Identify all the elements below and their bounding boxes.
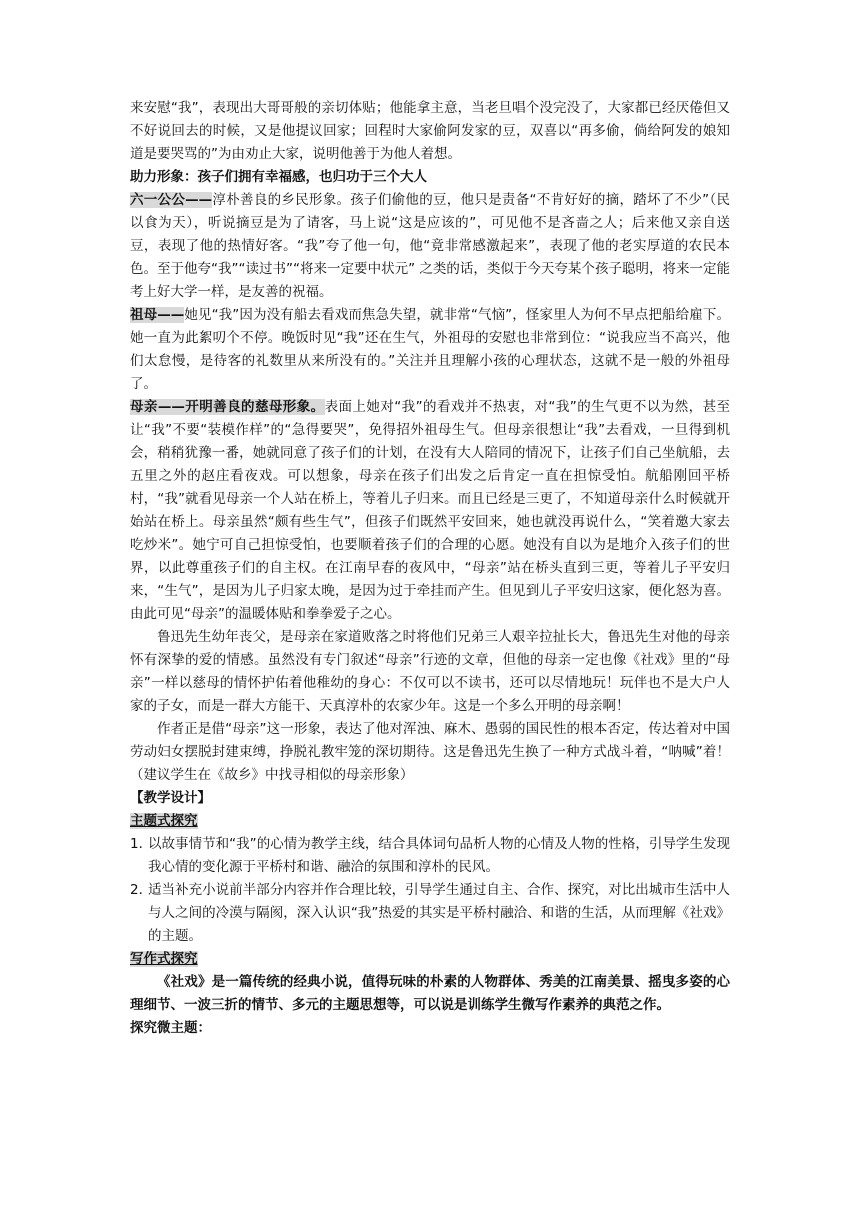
list-item-text: 适当补充小说前半部分内容并作合理比较，引导学生通过自主、合作、探究，对比出城市生活中人与人之间的冷漠与隔阂，深入认识“我”热爱的其实是平桥村融洽、和谐的生活，从而理解《社戏》的主题。	[148, 882, 730, 944]
document-page	[130, 97, 744, 1040]
text-liuyi: 淳朴善良的乡民形象。孩子们偷他的豆，他只是责备“不肯好好的摘，踏坏了不少”（民以食为天），听说摘豆是为了请客，马上说“这是应该的”，可见他不是吝啬之人；后来他又亲自送豆，表现了他的热情好客。“我”夸了他一句，他“竟非常感激起来”，表现了他的老实厚道的农民本色。至于他夸“我”“读过书”“将来一定要中状元” 之类的话，类似于今天夸某个孩子聪明，将来一定能考上好大学一样，是友善的祝福。	[130, 192, 730, 300]
list-item-number: 1．	[130, 836, 153, 852]
label-liuyi: 六一公公——	[130, 192, 213, 208]
heading-helper-images: 助力形象：孩子们拥有幸福感，也归功于三个大人	[130, 169, 427, 185]
paragraph-writing: 《社戏》是一篇传统的经典小说，值得玩味的朴素的人物群体、秀美的江南美景、摇曳多姿的心理细节、一波三折的情节、多元的主题思想等，可以说是训练学生微写作素养的典范之作。	[130, 974, 730, 1013]
list-item	[130, 833, 730, 879]
heading-theme-inquiry	[130, 810, 730, 833]
heading-micro-theme: 探究微主题：	[130, 1020, 211, 1036]
label-muqin: 母亲——开明善良的慈母形象。	[130, 399, 325, 415]
paragraph-shuangxi: 来安慰“我”，表现出大哥哥般的亲切体贴；他能拿主意，当老旦唱个没完没了，大家都已经厌倦但又不好说回去的时候，又是他提议回家；回程时大家偷阿发家的豆，双喜以“再多偷，倘给阿发的娘知道是要哭骂的”为由劝止大家，说明他善于为他人着想。	[130, 100, 730, 162]
list-item-text: 以故事情节和“我”的心情为教学主线，结合具体词句品析人物的心情及人物的性格，引导学生发现我心情的变化源于平桥村和谐、融洽的氛围和淳朴的民风。	[148, 836, 730, 875]
paragraph-author: 作者正是借“母亲”这一形象，表达了他对浑浊、麻木、愚弱的国民性的根本否定，传达着对中国劳动妇女摆脱封建束缚，挣脱礼教牢笼的深切期待。这是鲁迅先生换了一种方式战斗着，“呐喊”着！ （建议学生在《故乡》中找寻相似的母亲形象）	[130, 721, 744, 783]
text-muqin: 表面上她对“我”的看戏并不热衷，对“我”的生气更不以为然，甚至让“我”不要“装模作样”的“急得要哭”，免得招外祖母生气。但母亲很想让“我”去看戏，一旦得到机会，稍稍犹豫一番，她就同意了孩子们的计划，在没有大人陪同的情况下，让孩子们自己坐航船，去五里之外的赵庄看夜戏。可以想象，母亲在孩子们出发之后肯定一直在担惊受怕。航船刚回平桥村，“我”就看见母亲一个人站在桥上，等着儿子归来。而且已经是三更了，不知道母亲什么时候就开始站在桥上。母亲虽然“颇有些生气”，但孩子们既然平安回来，她也就没再说什么，“笑着邀大家去吃炒米”。她宁可自己担惊受怕，也要顺着孩子们的合理的心愿。她没有自以为是地介入孩子们的世界，以此尊重孩子们的自主权。在江南早春的夜风中，“母亲”站在桥头直到三更，等着儿子平安归来，“生气”，是因为儿子归家太晚，是因为过于牵挂而产生。但见到儿子平安归这家，便化怒为喜。由此可见“母亲”的温暖体贴和拳拳爱子之心。	[130, 399, 731, 622]
list-item	[130, 879, 730, 948]
heading-teaching-design: 【教学设计】	[130, 790, 211, 806]
text-zumu: 她见“我”因为没有船去看戏而焦急失望，就非常“气恼”，怪家里人为何不早点把船给雇下。她一直为此絮叨个不停。晚饭时见“我”还在生气，外祖母的安慰也非常到位：“说我应当不高兴，他们太怠慢，是待客的礼数里从来所没有的。”关注并且理解小孩的心理状态，这就不是一般的外祖母了。	[130, 307, 730, 392]
paragraph-muqin	[130, 396, 730, 626]
list-item-number: 2．	[130, 882, 153, 898]
heading-theme-inquiry-text: 主题式探究	[130, 813, 198, 829]
paragraph-zumu	[130, 304, 730, 396]
heading-writing-inquiry-text: 写作式探究	[130, 951, 198, 967]
heading-writing-inquiry	[130, 948, 730, 971]
paragraph-liuyi	[130, 189, 730, 304]
theme-list	[130, 833, 730, 948]
label-zumu: 祖母——	[130, 307, 185, 323]
paragraph-luxun: 鲁迅先生幼年丧父，是母亲在家道败落之时将他们兄弟三人艰辛拉扯长大，鲁迅先生对他的母亲怀有深挚的爱的情感。虽然没有专门叙述“母亲”行迹的文章，但他的母亲一定也像《社戏》里的“母亲”一样以慈母的情怀护佑着他稚幼的身心：不仅可以不读书，还可以尽情地玩！玩伴也不是大户人家的子女，而是一群大方能干、天真淳朴的农家少年。这是一个多么开明的母亲啊！	[130, 629, 730, 714]
